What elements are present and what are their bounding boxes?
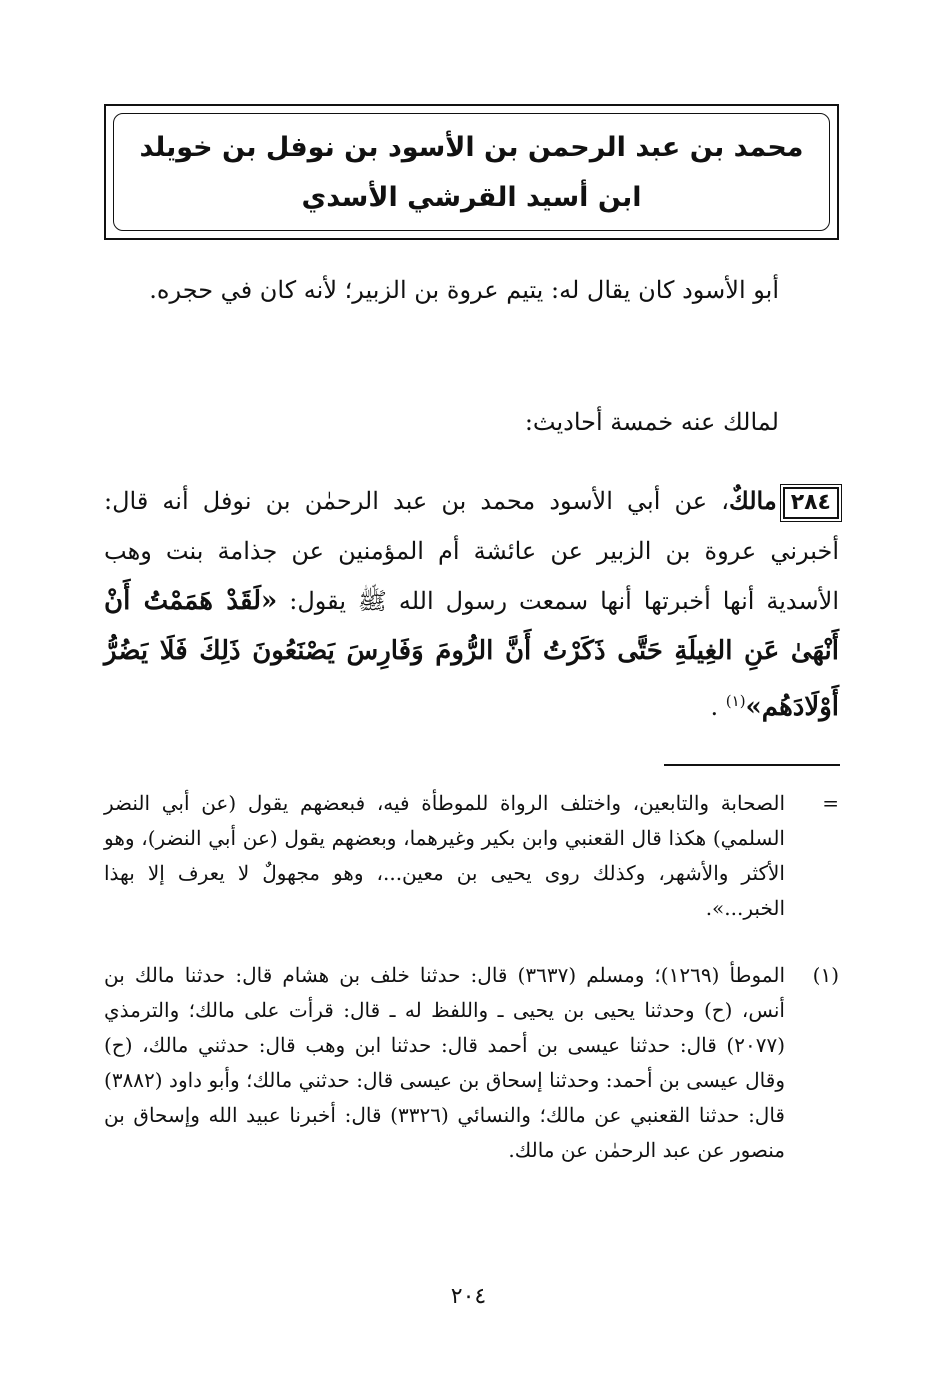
page-number: ٢٠٤	[450, 1284, 487, 1309]
footnote-reference: (١)	[725, 692, 746, 710]
hadith-paragraph	[104, 476, 839, 732]
intro-paragraph: أبو الأسود كان يقال له: يتيم عروة بن الزبير؛ لأنه كان في حجره.	[149, 276, 779, 304]
chapter-title-line-2: ابن أسيد القرشي الأسدي	[301, 182, 642, 213]
hadith-number-box: ٢٨٤	[783, 487, 839, 519]
footnote-continued-text: الصحابة والتابعين، واختلف الرواة للموطأة فيه، فبعضهم يقول (عن أبي النضر السلمي) هكذا قال القعنبي وابن بكير وغيرهما، وبعضهم يقول (عن أبي النضر)، وهو الأكثر والأشهر، وكذلك روى يحيى بن معين...، وهو مجهولٌ لا يعرف إلا بهذا الخبر...».	[104, 791, 785, 920]
hadith-end-mark: .	[710, 693, 719, 721]
footnote-1-marker: (١)	[812, 963, 839, 987]
hadith-matn: «لَقَدْ هَمَمْتُ أَنْ أَنْهَىٰ عَنِ الغِيلَةِ حَتَّى ذَكَرْتُ أَنَّ الرُّومَ وَفَارِسَ يَصْنَعُونَ ذَلِكَ فَلَا يَضُرُّ أَوْلَادَهُم»	[104, 586, 840, 722]
footnote-1	[104, 958, 839, 1168]
footnote-continued-marker: =	[822, 791, 839, 815]
footnote-continued	[104, 786, 839, 926]
chapter-title-line-1: محمد بن عبد الرحمن بن الأسود بن نوفل بن خويلد	[139, 132, 804, 163]
chapter-title-inner-border	[113, 113, 830, 231]
hadith-narrator: مالكٌ	[728, 486, 777, 515]
footnote-1-text: الموطأ (١٢٦٩)؛ ومسلم (٣٦٣٧) قال: حدثنا خلف بن هشام قال: حدثنا مالك بن أنس، (ح) وحدثنا يحيى بن يحيى ـ واللفظ له ـ قال: قرأت على مالك؛ والترمذي (٢٠٧٧) قال: حدثنا عيسى بن أحمد قال: حدثنا ابن وهب قال: حدثني مالك، (ح) وقال عيسى بن أحمد: وحدثنا إسحاق بن عيسى قال: حدثني مالك؛ وأبو داود (٣٨٨٢) قال: حدثنا القعنبي عن مالك؛ والنسائي (٣٣٢٦) قال: أخبرنا عبيد الله وإسحاق بن منصور عن عبد الرحمٰن عن مالك.	[104, 963, 785, 1162]
footnote-separator	[664, 764, 840, 766]
hadith-count-line: لمالك عنه خمسة أحاديث:	[524, 408, 779, 436]
chapter-title-frame	[104, 104, 839, 240]
hadith-isnad: ، عن أبي الأسود محمد بن عبد الرحمٰن بن نوفل أنه قال: أخبرني عروة بن الزبير عن عائشة أم المؤمنين عن جذامة بنت وهب الأسدية أنها أخبرتها أنها سمعت رسول الله ﷺ يقول:	[104, 487, 839, 615]
